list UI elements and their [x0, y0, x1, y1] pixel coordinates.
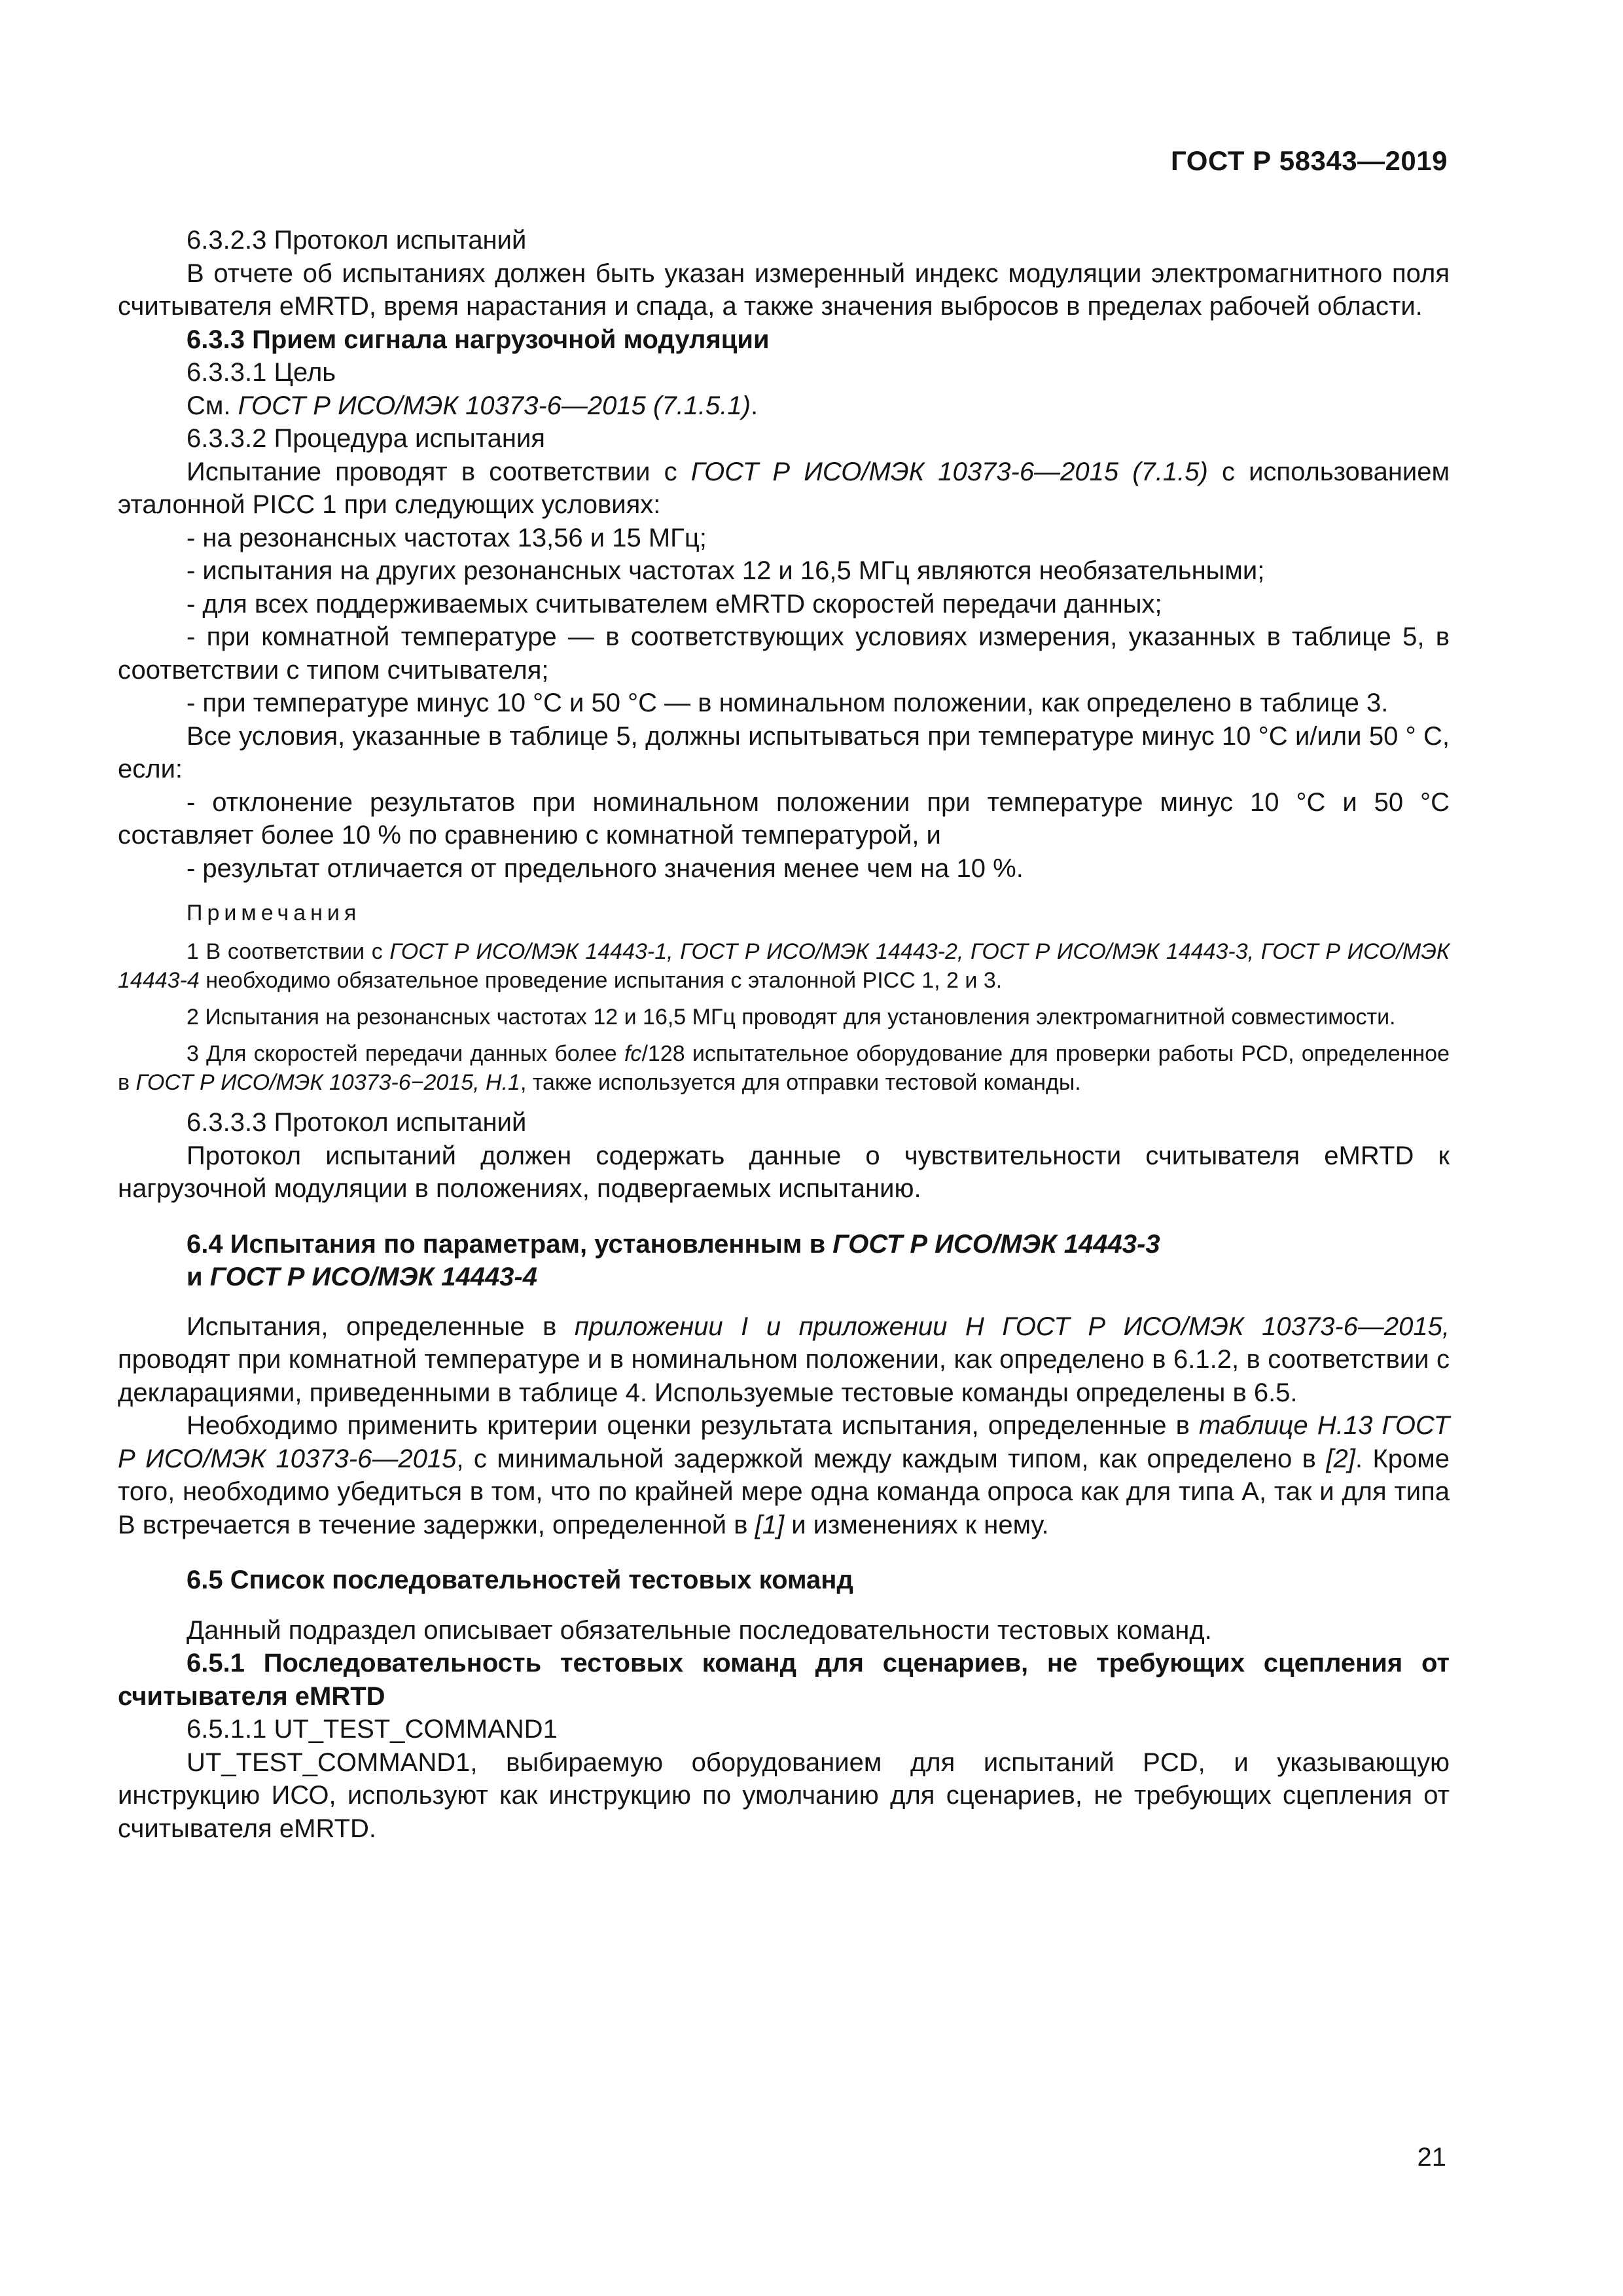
list-item: - при температуре минус 10 °С и 50 °С — в номинальном положении, как определено в таблице 3.: [187, 689, 1389, 717]
section-6-3-3-3-text: Протокол испытаний должен содержать данные о чувствительности считывателя eMRTD к нагрузочной модуляции в положениях, подвергаемых испытанию.: [118, 1141, 1450, 1203]
text-span: /128 испытательное оборудование для проверки работы PCD, определенное в: [118, 1041, 1450, 1095]
note-3: [118, 1039, 1450, 1097]
section-6-3-3-title: 6.3.3 Прием сигнала нагрузочной модуляции: [187, 325, 770, 354]
text-span: . Кроме того, необходимо убедиться в том, что по крайней мере одна команда опроса как для типа А, так и для типа В встречается в течение задержки, определенной в: [118, 1444, 1450, 1539]
section-6-5-intro: Данный подраздел описывает обязательные последовательности тестовых команд.: [187, 1615, 1212, 1645]
list-item: - на резонансных частотах 13,56 и 15 МГц;: [187, 523, 707, 552]
text-span: проводят при комнатной температуре и в номинальном положении, как определено в 6.1.2, в соответствии с декларациями, приведенными в таблице 4. Используемые тестовые команды определены в 6.5.: [118, 1345, 1450, 1407]
section-6-3-3-3-title: 6.3.3.3 Протокол испытаний: [187, 1108, 527, 1137]
text-span: 6.4 Испытания по параметрам, установленным в: [187, 1229, 833, 1259]
section-6-5-1-1-text: UT_TEST_COMMAND1, выбираемую оборудованием для испытаний PCD, и указывающую инструкцию ИСО, используют как инструкцию по умолчанию для сценариев, не требующих сцепления от считывателя eMRTD.: [118, 1748, 1450, 1843]
standard-reference: ГОСТ Р ИСО/МЭК 10373-6—2015 (7.1.5.1): [238, 391, 751, 420]
list-item: - результат отличается от предельного значения менее чем на 10 %.: [187, 853, 1024, 883]
bibliography-reference: [2]: [1326, 1444, 1355, 1473]
section-6-4-paragraph-1: [118, 1310, 1450, 1410]
section-6-5-1-1-title: 6.5.1.1 UT_TEST_COMMAND1: [187, 1715, 558, 1744]
standard-reference: ГОСТ Р ИСО/МЭК 14443-4: [209, 1262, 537, 1291]
list-item: - при комнатной температуре — в соответствующих условиях измерения, указанных в таблице 5, в соответствии с типом считывателя;: [118, 622, 1450, 685]
text-span: См.: [187, 391, 238, 420]
list-item: - отклонение результатов при номинальном положении при температуре минус 10 °С и 50 °С составляет более 10 % по сравнению с комнатной температурой, и: [118, 787, 1450, 850]
notes-title: Примечания: [187, 901, 361, 925]
text-span: 1 В соответствии с: [187, 939, 390, 964]
conditions-text: Все условия, указанные в таблице 5, должны испытываться при температуре минус 10 °С и/или 50 ° С, если:: [118, 721, 1450, 783]
text-span: 3 Для скоростей передачи данных более: [187, 1041, 624, 1066]
section-6-3-2-3-text: В отчете об испытаниях должен быть указан измеренный индекс модуляции электромагнитного поля считывателя eMRTD, время нарастания и спада, а также значения выбросов в пределах рабочей области.: [118, 259, 1450, 321]
standard-reference: ГОСТ Р ИСО/МЭК 10373-6—2015 (7.1.5): [690, 457, 1208, 486]
standard-reference: ГОСТ Р ИСО/МЭК 14443-3: [832, 1229, 1160, 1259]
section-6-4-heading: [118, 1228, 1450, 1293]
standard-reference: ГОСТ Р ИСО/МЭК 10373-6−2015, Н.1: [135, 1070, 520, 1095]
section-6-4-title-line-1: [187, 1228, 1450, 1261]
section-6-3-3-2-title: 6.3.3.2 Процедура испытания: [187, 424, 545, 453]
text-span: , также используется для отправки тестовой команды.: [520, 1070, 1081, 1095]
standard-reference: ГОСТ Р ИСО/МЭК 14443-1, ГОСТ Р ИСО/МЭК 14443-2, ГОСТ Р ИСО/МЭК 14443-3, ГОСТ Р ИСО/МЭК 14443-4: [118, 939, 1450, 993]
note-1: [118, 937, 1450, 995]
formula-fc: fc: [624, 1041, 642, 1066]
section-6-5-1-title: 6.5.1 Последовательность тестовых команд для сценариев, не требующих сцепления от считывателя eMRTD: [118, 1649, 1450, 1711]
standard-reference: таблице H.13 ГОСТ Р ИСО/МЭК 10373-6—2015: [118, 1411, 1450, 1473]
section-6-3-2-3-title: 6.3.2.3 Протокол испытаний: [187, 226, 527, 255]
text-span: Необходимо применить критерии оценки результата испытания, определенные в: [187, 1411, 1200, 1440]
section-6-5-title: 6.5 Список последовательностей тестовых команд: [187, 1566, 853, 1594]
document-id: ГОСТ Р 58343—2019: [1171, 145, 1448, 176]
list-item: - для всех поддерживаемых считывателем eMRTD скоростей передачи данных;: [187, 589, 1162, 619]
page-number: 21: [1417, 2143, 1446, 2172]
section-6-3-3-1-title: 6.3.3.1 Цель: [187, 358, 336, 387]
note-2: 2 Испытания на резонансных частотах 12 и 16,5 МГц проводят для установления электромагнитной совместимости.: [187, 1005, 1396, 1030]
text-span: необходимо обязательное проведение испытания с эталонной PICC 1, 2 и 3.: [199, 968, 1003, 993]
section-6-3-3-1-text: [118, 389, 1450, 423]
text-span: Испытания, определенные в: [187, 1312, 575, 1341]
bibliography-reference: [1]: [755, 1510, 785, 1539]
text-span: Испытание проводят в соответствии с: [187, 457, 691, 486]
text-span: с использованием эталонной PICC 1 при следующих условиях:: [118, 457, 1450, 519]
text-span: .: [750, 391, 758, 420]
section-6-3-3-2-text: [118, 456, 1450, 522]
text-span: и изменениях к нему.: [784, 1510, 1049, 1539]
section-6-4-paragraph-2: [118, 1409, 1450, 1541]
standard-reference: приложении I и приложении H ГОСТ Р ИСО/МЭК 10373-6—2015,: [574, 1312, 1450, 1341]
list-item: - испытания на других резонансных частотах 12 и 16,5 МГц являются необязательными;: [187, 556, 1265, 585]
text-span: , с минимальной задержкой между каждым типом, как определено в: [456, 1444, 1327, 1473]
section-6-4-title-line-2: [187, 1261, 1450, 1293]
text-span: и: [187, 1262, 210, 1291]
page-content: [118, 224, 1450, 1845]
